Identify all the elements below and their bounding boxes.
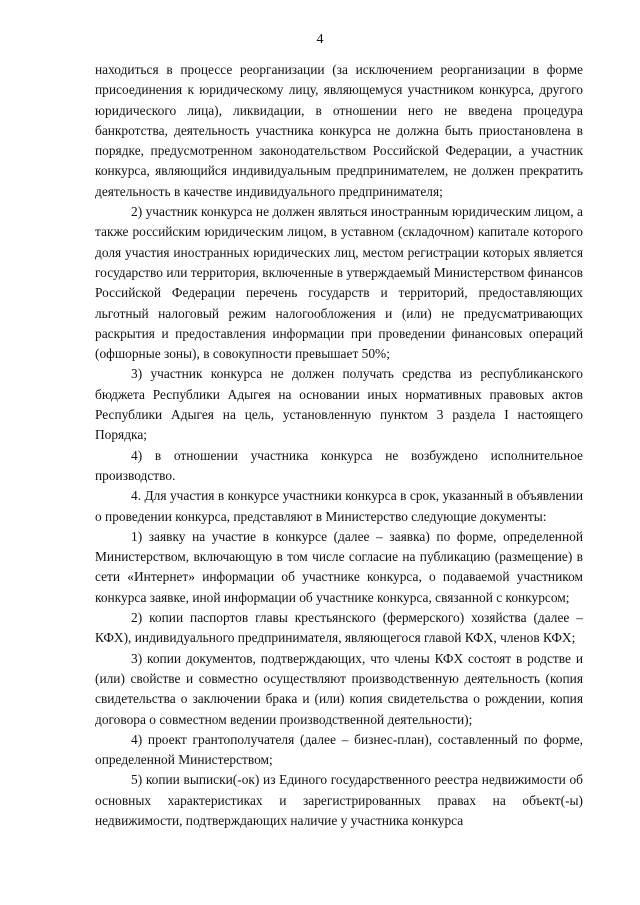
- paragraph-item-4: 4) в отношении участника конкурса не возбуждено исполнительное производство.: [95, 447, 583, 483]
- paragraph-doc-3: 3) копии документов, подтверждающих, что члены КФХ состоят в родстве и (или) свойстве и совместно осуществляют производственную деятельность (копия свидетельства о заключении брака и (или) копия свидетельства о рождении, копия договора о совместном ведении производственной деятельности);: [95, 650, 583, 727]
- paragraph-continuation: находиться в процессе реорганизации (за исключением реорганизации в форме присоединения к юридическому лицу, являющемуся участником конкурса, другого юридического лица), ликвидации, в отношении него не введена процедура банкротства, деятельность участника конкурса не должна быть приостановлена в порядке, предусмотренном законодательством Российской Федерации, а участник конкурса, являющийся индивидуальным предпринимателем, не должен прекратить деятельность в качестве индивидуального предпринимателя;: [95, 62, 583, 199]
- paragraph-doc-1: 1) заявку на участие в конкурсе (далее – заявка) по форме, определенной Министерством, включающую в том числе согласие на публикацию (размещение) в сети «Интернет» информации об участнике конкурса, о подаваемой участником конкурса заявке, иной информации об участнике конкурса, связанной с конкурсом;: [95, 528, 583, 605]
- paragraph-section-4: 4. Для участия в конкурсе участники конкурса в срок, указанный в объявлении о проведении конкурса, представляют в Министерство следующие документы:: [95, 488, 583, 524]
- document-body: [95, 60, 583, 831]
- paragraph-item-3: 3) участник конкурса не должен получать средства из республиканского бюджета Республики Адыгея на основании иных нормативных правовых актов Республики Адыгея на цель, установленную пунктом 3 раздела I настоящего Порядка;: [95, 366, 583, 443]
- paragraph-item-2: 2) участник конкурса не должен являться иностранным юридическим лицом, а также российским юридическим лицом, в уставном (складочном) капитале которого доля участия иностранных юридических лиц, местом регистрации которых является государство или территория, включенные в утверждаемый Министерством финансов Российской Федерации перечень государств и территорий, предоставляющих льготный налоговый режим налогообложения и (или) не предусматривающих раскрытия и предоставления информации при проведении финансовых операций (офшорные зоны), в совокупности превышает 50%;: [95, 204, 583, 362]
- page-number: 4: [316, 32, 324, 47]
- paragraph-doc-4: 4) проект грантополучателя (далее – бизнес-план), составленный по форме, определенной Министерством;: [95, 731, 583, 768]
- paragraph-doc-5: 5) копии выписки(-ок) из Единого государственного реестра недвижимости об основных характеристиках и зарегистрированных правах на объект(-ы) недвижимости, подтверждающих наличие у участника конкурса: [95, 772, 583, 828]
- paragraph-doc-2: 2) копии паспортов главы крестьянского (фермерского) хозяйства (далее – КФХ), индивидуального предпринимателя, являющегося главой КФХ, членов КФХ;: [95, 610, 583, 646]
